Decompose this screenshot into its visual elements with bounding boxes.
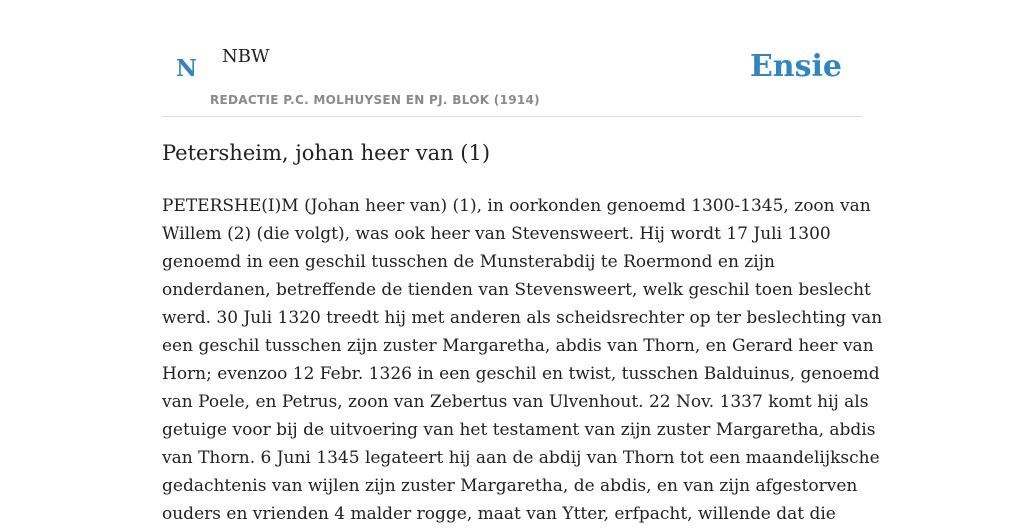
- article-line: een geschil tusschen zijn zuster Margaretha, abdis van Thorn, en Gerard heer van: [162, 336, 874, 356]
- article-line: onderdanen, betreffende de tienden van Stevensweert, welk geschil toen beslecht: [162, 280, 871, 300]
- article-line: ouders en vrienden 4 malder rogge, maat van Ytter, erfpacht, willende dat die: [162, 504, 836, 524]
- article-line: van Poele, en Petrus, zoon van Zebertus van Ulvenhout. 22 Nov. 1337 komt hij als: [162, 392, 869, 412]
- article-line: Horn; evenzoo 12 Febr. 1326 in een geschil en twist, tusschen Balduinus, genoemd: [162, 364, 880, 384]
- brand-logo[interactable]: Ensie: [749, 49, 842, 84]
- page-title: Petersheim, johan heer van (1): [162, 141, 491, 165]
- article-line: genoemd in een geschil tusschen de Munsterabdij te Roermond en zijn: [162, 252, 775, 272]
- source-editors: REDACTIE P.C. MOLHUYSEN EN PJ. BLOK (1914): [210, 93, 540, 107]
- article-line: van Thorn. 6 Juni 1345 legateert hij aan de abdij van Thorn tot een maandelijksche: [162, 448, 880, 468]
- article-line: getuige voor bij de uitvoering van het testament van zijn zuster Margaretha, abdis: [162, 420, 876, 440]
- source-header: [162, 0, 862, 117]
- article-line: PETERSHE(I)M (Johan heer van) (1), in oorkonden genoemd 1300-1345, zoon van: [162, 196, 871, 216]
- article-line: werd. 30 Juli 1320 treedt hij met anderen als scheidsrechter op ter beslechting van: [162, 308, 883, 328]
- source-name[interactable]: NBW: [222, 46, 270, 67]
- article-body: [162, 192, 883, 528]
- article-line: Willem (2) (die volgt), was ook heer van Stevensweert. Hij wordt 17 Juli 1300: [162, 224, 831, 244]
- source-logo[interactable]: N: [176, 55, 198, 82]
- article-line: gedachtenis van wijlen zijn zuster Margaretha, de abdis, en van zijn afgestorven: [162, 476, 858, 496]
